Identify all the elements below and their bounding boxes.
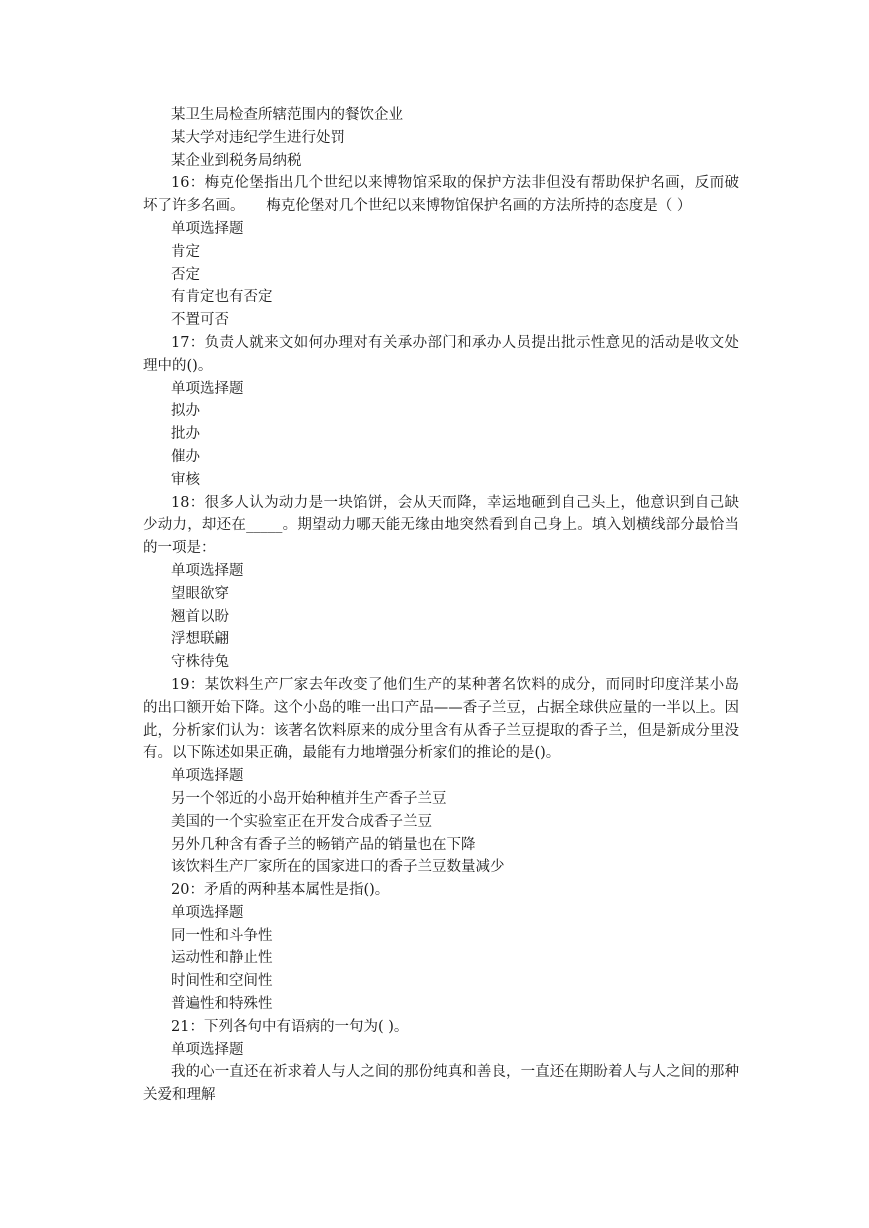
option-line: 不置可否 bbox=[171, 312, 229, 329]
option-line: 同一性和斗争性 bbox=[171, 927, 273, 944]
option-line: 翘首以盼 bbox=[171, 608, 229, 625]
option-line: 望眼欲穿 bbox=[171, 585, 229, 602]
option-line: 肯定 bbox=[171, 243, 200, 260]
option-line: 有肯定也有否定 bbox=[171, 289, 273, 306]
option-line: 某企业到税务局纳税 bbox=[171, 152, 302, 169]
option-line: 某大学对违纪学生进行处罚 bbox=[171, 129, 345, 146]
option-line: 守株待兔 bbox=[171, 654, 229, 671]
option-line: 时间性和空间性 bbox=[171, 973, 273, 990]
option-line: 否定 bbox=[171, 266, 200, 283]
question-stem: 19：某饮料生产厂家去年改变了他们生产的某种著名饮料的成分，而同时印度洋某小岛的出口额开始下降。这个小岛的唯一出口产品——香子兰豆，占据全球供应量的一半以上。因此，分析家们认为：该著名饮料原来的成分里含有从香子兰豆提取的香子兰，但是新成分里没有。以下陈述如果正确，最能有力地增强分析家们的推论的是()。 bbox=[143, 676, 739, 762]
question-stem: 20：矛盾的两种基本属性是指()。 bbox=[171, 882, 390, 899]
option-line: 拟办 bbox=[171, 403, 200, 420]
question-stem: 17：负责人就来文如何办理对有关承办部门和承办人员提出批示性意见的活动是收文处理中的()。 bbox=[143, 334, 739, 374]
option-line: 我的心一直还在祈求着人与人之间的那份纯真和善良，一直还在期盼着人与人之间的那种关爱和理解 bbox=[143, 1064, 739, 1104]
option-line: 批办 bbox=[171, 426, 200, 443]
question-type: 单项选择题 bbox=[171, 562, 244, 579]
option-line: 催办 bbox=[171, 448, 200, 465]
option-line: 浮想联翩 bbox=[171, 631, 229, 648]
question-stem: 18：很多人认为动力是一块馅饼，会从天而降，幸运地砸到自己头上，他意识到自己缺少动力，却还在_____。期望动力哪天能无缘由地突然看到自己身上。填入划横线部分最恰当的一项是： bbox=[143, 494, 739, 557]
option-line: 运动性和静止性 bbox=[171, 950, 273, 967]
question-type: 单项选择题 bbox=[171, 220, 244, 237]
option-line: 该饮料生产厂家所在的国家进口的香子兰豆数量减少 bbox=[171, 859, 505, 876]
option-line: 普遍性和特殊性 bbox=[171, 996, 273, 1013]
option-line: 审核 bbox=[171, 471, 200, 488]
question-type: 单项选择题 bbox=[171, 380, 244, 397]
option-line: 另一个邻近的小岛开始种植并生产香子兰豆 bbox=[171, 790, 447, 807]
question-stem: 16：梅克伦堡指出几个世纪以来博物馆采取的保护方法非但没有帮助保护名画，反而破坏了许多名画。 梅克伦堡对几个世纪以来博物馆保护名画的方法所持的态度是（ ） bbox=[143, 175, 739, 215]
option-line: 另外几种含有香子兰的畅销产品的销量也在下降 bbox=[171, 836, 476, 853]
option-line: 某卫生局检查所辖范围内的餐饮企业 bbox=[171, 107, 403, 123]
question-type: 单项选择题 bbox=[171, 1041, 244, 1058]
document-page bbox=[143, 104, 739, 1107]
option-line: 美国的一个实验室正在开发合成香子兰豆 bbox=[171, 813, 432, 830]
question-type: 单项选择题 bbox=[171, 904, 244, 921]
question-stem: 21：下列各句中有语病的一句为( )。 bbox=[171, 1018, 409, 1035]
question-type: 单项选择题 bbox=[171, 768, 244, 785]
